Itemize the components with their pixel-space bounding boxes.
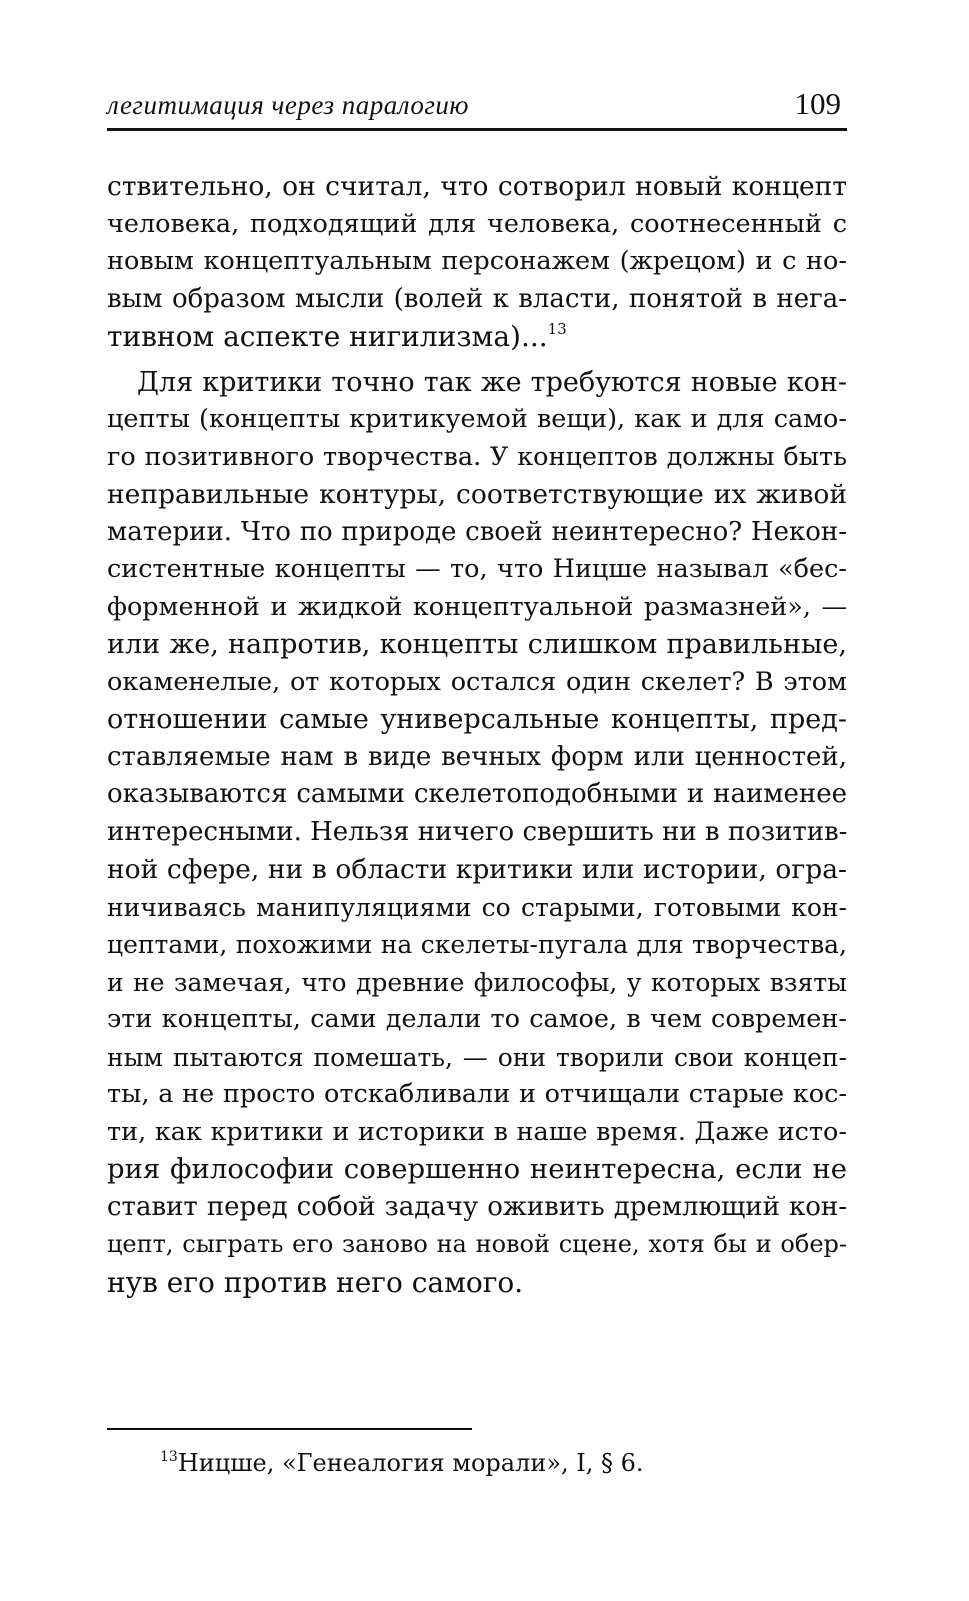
text-line: человека, подходящий для человека, соотнесенный с bbox=[107, 208, 847, 239]
paragraph-gap bbox=[107, 356, 847, 364]
body-text bbox=[107, 168, 847, 1301]
text-line: ти, как критики и историки в наше время. Даже исто- bbox=[107, 1116, 847, 1147]
text-line: цептами, похожими на скелеты-пугала для творчества, bbox=[107, 930, 847, 959]
text-line: ным пытаются помешать, — они творили свои концеп- bbox=[107, 1042, 847, 1072]
text-line: эти концепты, сами делали то самое, в чем современ- bbox=[107, 1004, 847, 1034]
text-line: материи. Что по природе своей неинтересно? Некон- bbox=[107, 516, 847, 547]
running-title: легитимация через паралогию bbox=[107, 90, 469, 120]
text-line: неправильные контуры, соответствующие их живой bbox=[107, 479, 847, 510]
text-line: вым образом мысли (волей к власти, понятой в нега- bbox=[107, 283, 847, 314]
footnote bbox=[160, 1448, 644, 1478]
page-number: 109 bbox=[794, 86, 841, 121]
text-line: ставит перед собой задачу оживить дремлющий кон- bbox=[107, 1191, 847, 1222]
text-line: ничиваясь манипуляциями со старыми, готовыми кон- bbox=[107, 892, 847, 922]
text-line: го позитивного творчества. У концептов должны быть bbox=[107, 441, 847, 472]
text-line: форменной и жидкой концептуальной размазней», — bbox=[107, 591, 847, 622]
text-line: систентные концепты — то, что Ницше называл «бес- bbox=[107, 554, 847, 584]
text-line: цепты (концепты критикуемой вещи), как и для само- bbox=[107, 404, 847, 434]
text-line: рия философии совершенно неинтересна, если не bbox=[107, 1153, 847, 1185]
footnote-number: 13 bbox=[160, 1449, 178, 1465]
text-line bbox=[107, 318, 847, 356]
text-line: новым концептуальным персонажем (жрецом) и с но- bbox=[107, 246, 847, 276]
footnote-rule bbox=[107, 1428, 472, 1430]
text-line: ствительно, он считал, что сотворил новый концепт bbox=[107, 171, 847, 202]
text-line: ты, а не просто отскабливали и отчищали старые кос- bbox=[107, 1079, 847, 1109]
text-line: нув его против него самого. bbox=[107, 1265, 524, 1299]
text-line: окаменелые, от которых остался один скелет? В этом bbox=[107, 666, 847, 697]
text-line: ставляемые нам в виде вечных форм или ценностей, bbox=[107, 741, 847, 772]
text-line: отношении самые универсальные концепты, пред- bbox=[107, 704, 847, 735]
running-header bbox=[107, 84, 847, 124]
paragraph-2 bbox=[107, 364, 847, 1302]
footnote-text: Ницше, «Генеалогия морали», I, § 6. bbox=[177, 1449, 644, 1477]
text-line: и не замечая, что древние философы, у которых взяты bbox=[107, 967, 847, 997]
text-line-content: тивном аспекте нигилизма)... bbox=[107, 320, 548, 353]
paragraph-1 bbox=[107, 168, 847, 356]
text-line: интересными. Нельзя ничего свершить ни в позитив- bbox=[107, 816, 848, 847]
footnote-reference: 13 bbox=[547, 320, 567, 338]
text-line: ной сфере, ни в области критики или истории, огра- bbox=[107, 854, 847, 885]
text-line: или же, напротив, концепты слишком правильные, bbox=[107, 629, 847, 660]
text-line: Для критики точно так же требуются новые кон- bbox=[137, 366, 847, 398]
text-line: цепт, сыграть его заново на новой сцене, хотя бы и обер- bbox=[107, 1230, 847, 1258]
header-rule bbox=[107, 128, 847, 131]
text-line: оказываются самыми скелетоподобными и наименее bbox=[107, 779, 847, 809]
